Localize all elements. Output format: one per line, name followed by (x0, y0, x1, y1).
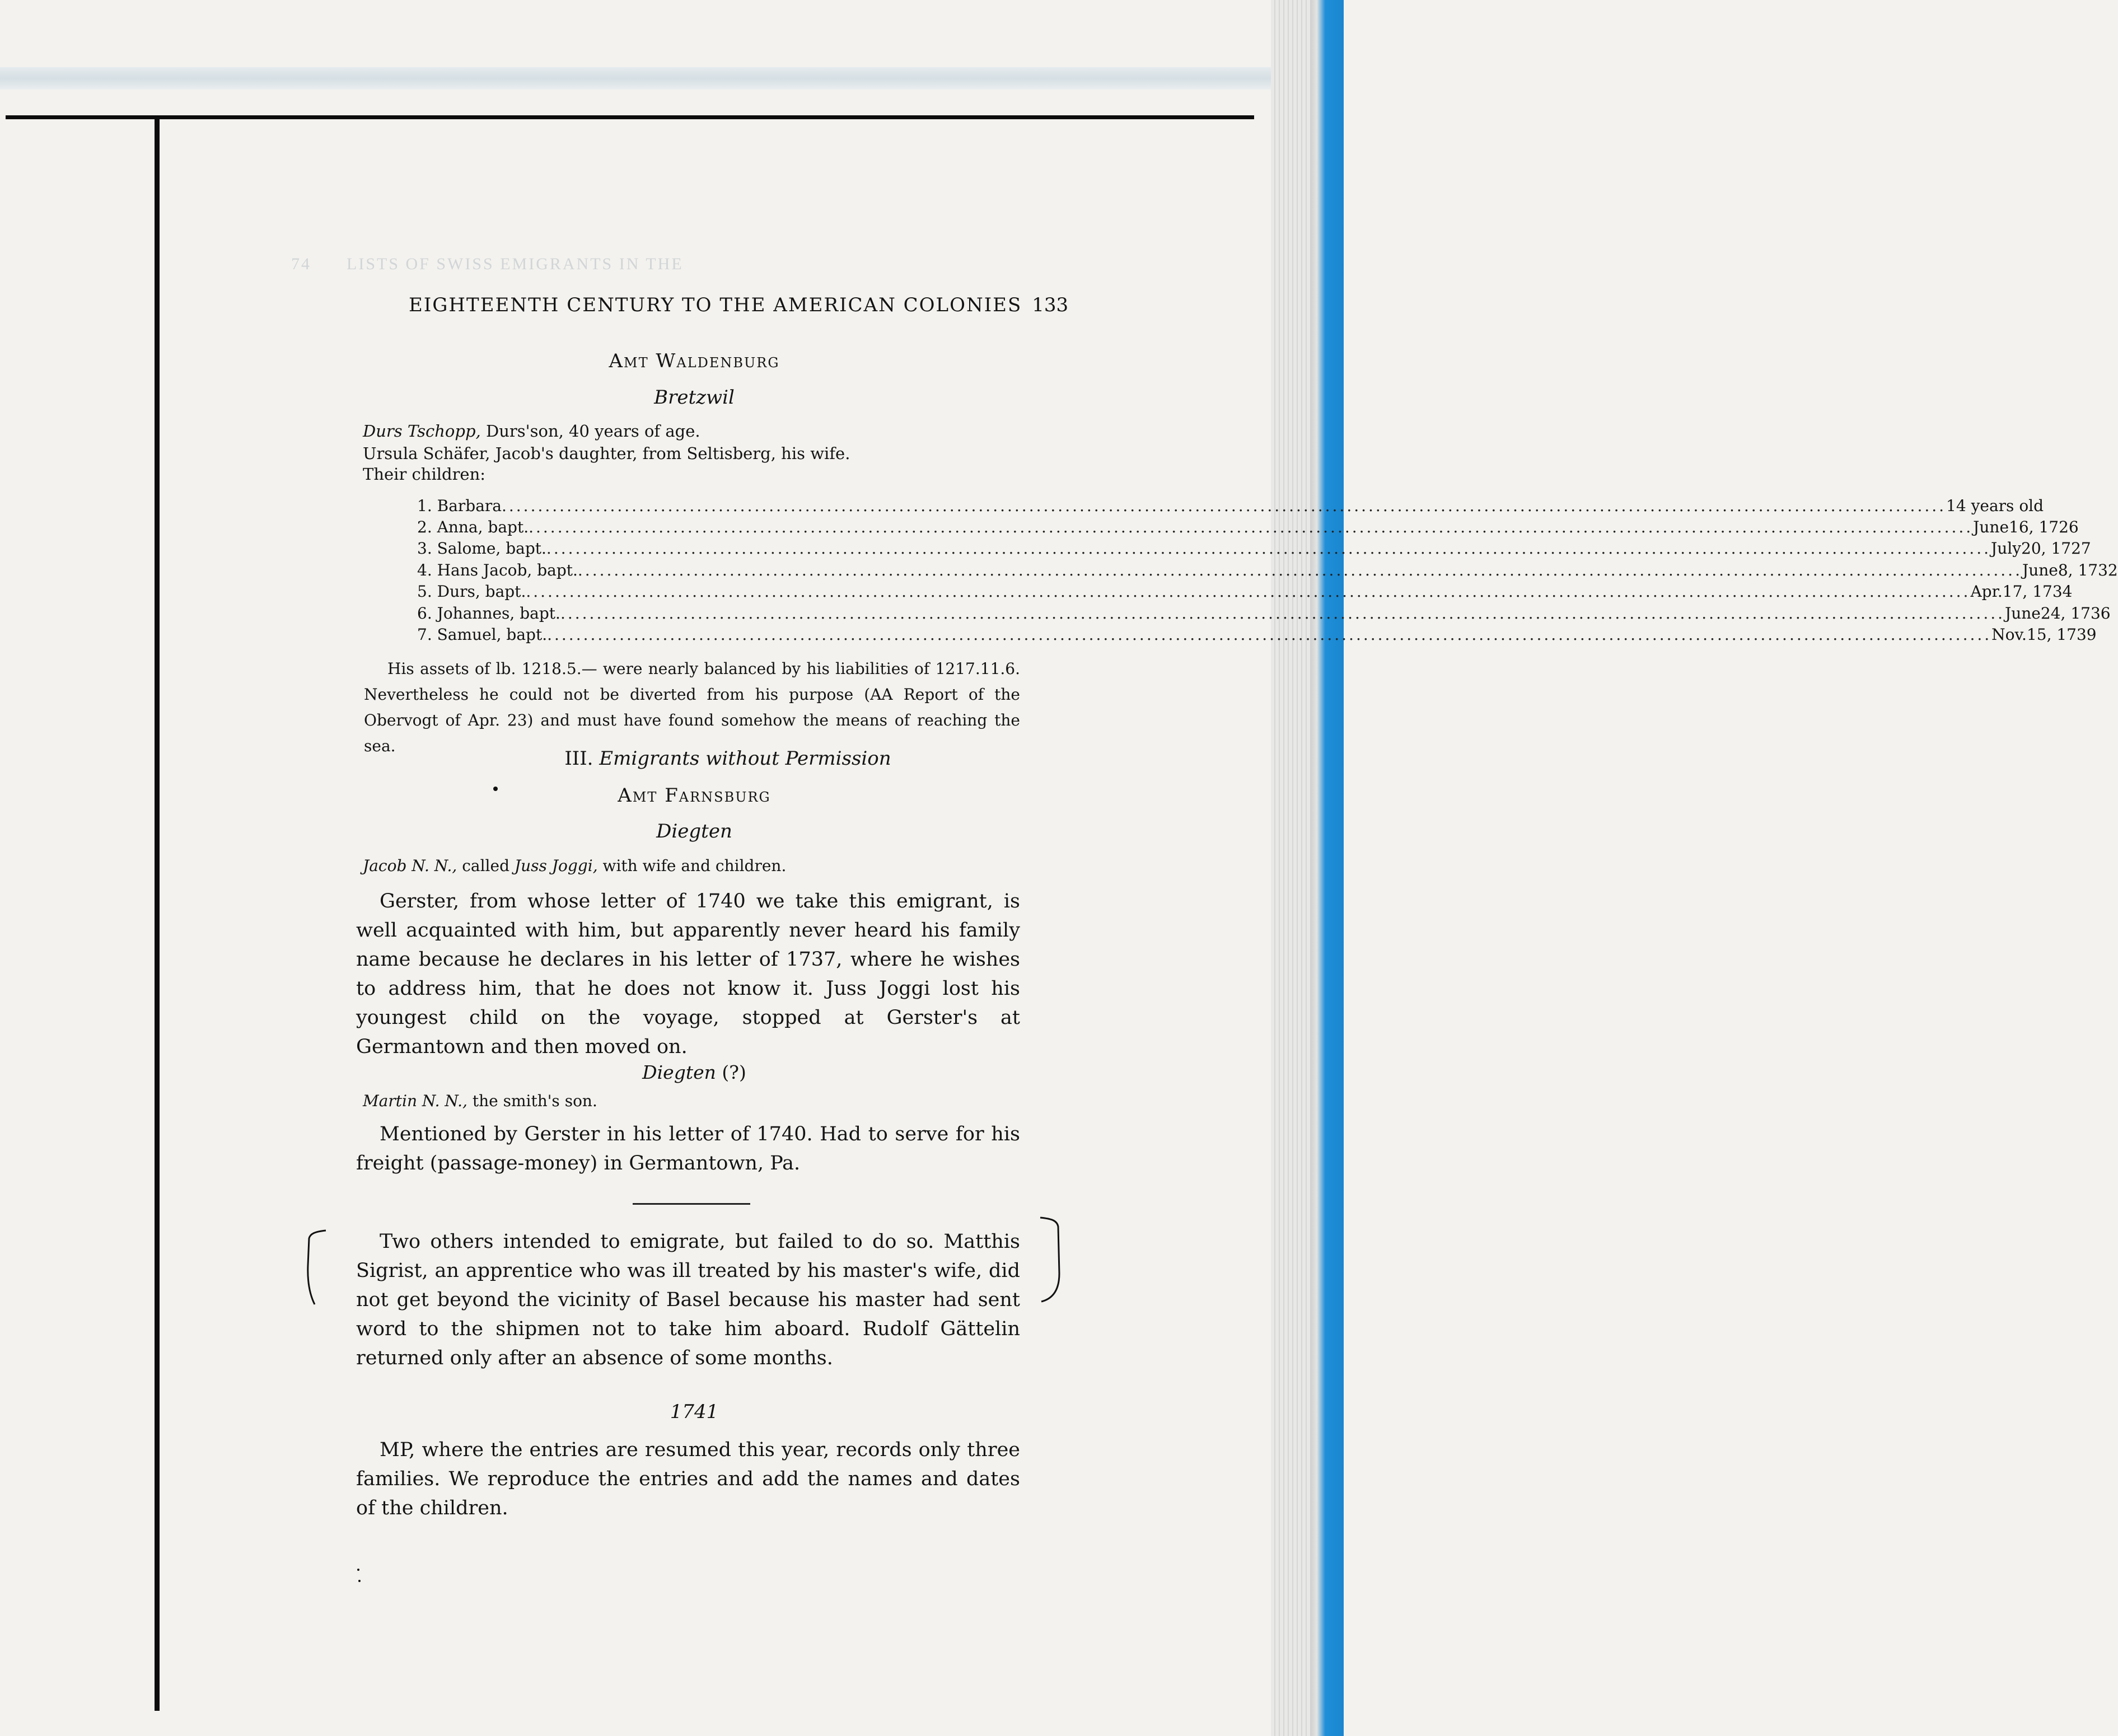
child-name: 4. Hans Jacob, bapt. (417, 561, 578, 579)
child-date: 16, 1726 (2009, 518, 2079, 536)
bleed-through-band (0, 67, 1271, 90)
stray-mark-3 (358, 1580, 361, 1582)
child-date: 20, 1727 (2021, 539, 2091, 558)
assets-note: His assets of lb. 1218.5.— were nearly balanced by his liabilities of 1217.11.6. Nevertheless he could not be diverted from his purpose (AA Report of the Obervogt of Apr. 23) and must have found somehow the means of reaching the sea. (364, 659, 1020, 755)
child-date: 24, 1736 (2040, 604, 2111, 623)
entry-jacob-alias: Juss Joggi, (514, 857, 598, 875)
place-diegten-query: (?) (716, 1061, 746, 1083)
leader-dots: ........................................................................................................................................................................................................ (526, 582, 1971, 601)
head-of-household-line (363, 422, 700, 441)
child-month: Nov. (1991, 625, 2027, 644)
page-number: 133 (1032, 294, 1069, 316)
section-heading-farnsburg: Amt Farnsburg (618, 784, 771, 807)
child-row (417, 518, 2079, 539)
section-numeral: III. (564, 747, 593, 770)
marker-line-top (6, 115, 1254, 119)
leader-dots: ........................................................................................................................................................................................................ (501, 497, 1947, 515)
section-heading-waldenburg: Amt Waldenburg (609, 350, 780, 372)
paragraph-mp: MP, where the entries are resumed this year, records only three families. We reproduce the entries and add the names and dates of the children. (356, 1439, 1020, 1519)
section-title-emigrants (392, 747, 1064, 770)
paragraph-martin: Mentioned by Gerster in his letter of 1740. Had to serve for his freight (passage-money) in Germantown, Pa. (356, 1123, 1020, 1175)
place-bretzwil: Bretzwil (654, 386, 735, 409)
child-row (417, 582, 2073, 603)
child-date: 8, 1732 (2058, 561, 2118, 579)
right-bracket-mark (1036, 1212, 1075, 1307)
child-row (417, 604, 2111, 625)
child-name: 3. Salome, bapt. (417, 539, 546, 558)
place-diegten-uncertain (358, 1061, 1030, 1083)
entry-martin-rest: the smith's son. (467, 1092, 597, 1110)
child-name: 7. Samuel, bapt. (417, 625, 548, 644)
year-1741: 1741 (670, 1401, 719, 1423)
place-diegten: Diegten (656, 820, 732, 843)
entry-martin (363, 1092, 597, 1110)
child-row (417, 561, 2118, 582)
paragraph-failed-emigrants: Two others intended to emigrate, but failed to do so. Matthis Sigrist, an apprentice who was ill treated by his master's wife, did not get beyond the vicinity of Basel because his master had sent word to the shipmen not to take him aboard. Rudolf Gättelin returned only after an absence of some months. (356, 1230, 1020, 1369)
left-bracket-mark (298, 1226, 331, 1310)
entry-jacob-rest: with wife and children. (597, 857, 787, 875)
entry-martin-name: Martin N. N., (363, 1092, 467, 1110)
bleed-through-text: 74 LISTS OF SWISS EMIGRANTS IN THE (291, 255, 684, 273)
leader-dots: ........................................................................................................................................................................................................ (529, 518, 1974, 536)
child-month: July (1991, 539, 2022, 558)
entry-jacob-called: called (457, 857, 515, 875)
running-head (409, 294, 1068, 316)
child-name: 2. Anna, bapt. (417, 518, 529, 536)
child-row (417, 497, 2044, 518)
stray-mark-2 (357, 1569, 359, 1571)
leader-dots: ........................................................................................................................................................................................................ (577, 561, 2022, 579)
child-month: June (2005, 604, 2041, 623)
place-diegten-2: Diegten (642, 1061, 716, 1083)
child-month: Apr. (1970, 582, 2003, 601)
running-head-title: EIGHTEENTH CENTURY TO THE AMERICAN COLONIES (409, 294, 1022, 316)
entry-jacob-name: Jacob N. N., (363, 857, 457, 875)
entry-jacob (363, 857, 786, 875)
child-name: 1. Barbara (417, 497, 502, 515)
head-details: Durs'son, 40 years of age. (480, 422, 700, 441)
section-separator (633, 1203, 750, 1205)
wife-line: Ursula Schäfer, Jacob's daughter, from Seltisberg, his wife. (363, 444, 850, 463)
section-title-text: Emigrants without Permission (599, 747, 891, 770)
child-date: 14 years old (1946, 497, 2044, 515)
head-name: Durs Tschopp, (363, 422, 481, 441)
leader-dots: ........................................................................................................................................................................................................ (547, 625, 1992, 644)
leader-dots: ........................................................................................................................................................................................................ (560, 604, 2005, 623)
child-name: 6. Johannes, bapt. (417, 604, 560, 623)
child-row (417, 625, 2097, 647)
child-date: 17, 1734 (2002, 582, 2073, 601)
paragraph-gerster: Gerster, from whose letter of 1740 we take this emigrant, is well acquainted with him, but apparently never heard his family name because he declares in his letter of 1737, where he wishes to address him, that he does not know it. Juss Joggi lost his youngest child on the voyage, stopped at Gerster's at Germantown and then moved on. (356, 890, 1020, 1058)
leader-dots: ........................................................................................................................................................................................................ (546, 539, 1991, 558)
book-cover-edge (1310, 0, 1344, 1736)
child-month: June (2022, 561, 2058, 579)
child-row (417, 539, 2091, 560)
child-month: June (1973, 518, 2009, 536)
marker-line-left (155, 115, 160, 1711)
child-name: 5. Durs, bapt. (417, 582, 526, 601)
page-stack-edge (1271, 0, 1310, 1736)
children-label: Their children: (363, 465, 486, 484)
child-date: 15, 1739 (2026, 625, 2097, 644)
